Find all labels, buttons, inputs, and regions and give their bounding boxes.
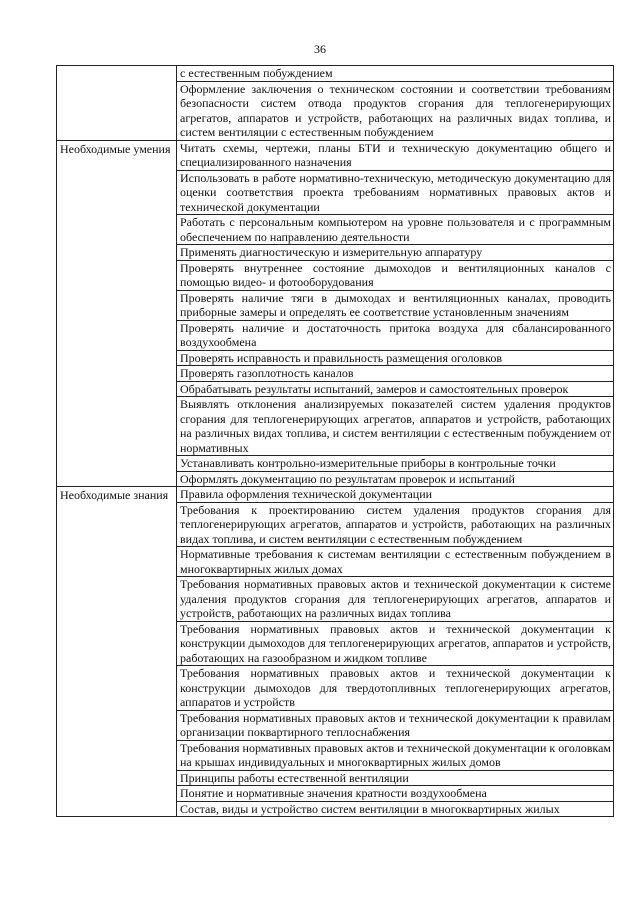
table-row (57, 487, 614, 503)
requirement-item: Состав, виды и устройство систем вентиляции в многоквартирных жилых (177, 801, 614, 817)
requirement-item: Требования к проектированию систем удаления продуктов сгорания для теплогенерирующих агрегатов, аппаратов и устройств, работающих на различных видах топлива, и систем вентиляции с естественным побуждением (177, 502, 614, 547)
requirement-item: Читать схемы, чертежи, планы БТИ и техническую документацию общего и специализированного назначения (177, 140, 614, 170)
requirement-item: Проверять внутреннее состояние дымоходов и вентиляционных каналов с помощью видео- и фотооборудования (177, 260, 614, 290)
section-label-cell (57, 66, 177, 141)
requirement-item: Требования нормативных правовых актов и технической документации к конструкции дымоходов для твердотопливных теплогенерирующих агрегатов, аппаратов и устройств (177, 666, 614, 711)
requirement-item: Использовать в работе нормативно-техническую, методическую документацию для оценки соответствия проекта требованиям нормативных правовых актов и технической документации (177, 170, 614, 215)
requirement-item: Обрабатывать результаты испытаний, замеров и самостоятельных проверок (177, 381, 614, 397)
section-label-cell (57, 140, 177, 487)
requirement-item: Применять диагностическую и измерительную аппаратуру (177, 245, 614, 261)
requirement-item: Нормативные требования к системам вентиляции с естественным побуждением в многоквартирных жилых домах (177, 547, 614, 577)
requirement-item: Принципы работы естественной вентиляции (177, 770, 614, 786)
requirement-item: Требования нормативных правовых актов и технической документации к правилам организации поквартирного теплоснабжения (177, 710, 614, 740)
requirement-item: с естественным побуждением (177, 66, 614, 82)
requirement-item: Проверять наличие и достаточность притока воздуха для сбалансированного воздухообмена (177, 320, 614, 350)
table-row (57, 66, 614, 82)
section-label-cell (57, 487, 177, 817)
competency-table (56, 65, 614, 817)
requirement-item: Оформление заключения о техническом состоянии и соответствии требованиям безопасности систем отвода продуктов сгорания для теплогенерирующих агрегатов, аппаратов и устройств, работающих на различных видах топлива, и систем вентиляции с естественным побуждением (177, 81, 614, 140)
requirement-item: Оформлять документацию по результатам проверок и испытаний (177, 471, 614, 487)
requirement-item: Работать с персональным компьютером на уровне пользователя и с программным обеспечением по направлению деятельности (177, 215, 614, 245)
section-label: Необходимые умения (60, 141, 171, 156)
requirement-item: Требования нормативных правовых актов и технической документации к системе удаления продуктов сгорания для теплогенерирующих агрегатов, аппаратов и устройств, работающих на различных видах топлива (177, 577, 614, 622)
requirement-item: Проверять наличие тяги в дымоходах и вентиляционных каналах, проводить приборные замеры и определять ее соответствие установленным значениям (177, 290, 614, 320)
table-row (57, 140, 614, 170)
requirement-item: Проверять исправность и правильность размещения оголовков (177, 350, 614, 366)
competency-table-body (57, 66, 614, 817)
requirement-item: Устанавливать контрольно-измерительные приборы в контрольные точки (177, 456, 614, 472)
requirement-item: Проверять газоплотность каналов (177, 366, 614, 382)
section-label: Необходимые знания (60, 488, 169, 502)
requirement-item: Правила оформления технической документации (177, 487, 614, 503)
requirement-item: Понятие и нормативные значения кратности воздухообмена (177, 786, 614, 802)
requirement-item: Выявлять отклонения анализируемых показателей систем удаления продуктов сгорания для теплогенерирующих агрегатов, аппаратов и устройств, работающих на различных видах топлива, и систем вентиляции с естественным побуждением от нормативных (177, 397, 614, 456)
section-label (60, 66, 174, 67)
requirement-item: Требования нормативных правовых актов и технической документации к оголовкам на крышах индивидуальных и многоквартирных жилых домов (177, 740, 614, 770)
requirement-item: Требования нормативных правовых актов и технической документации к конструкции дымоходов для теплогенерирующих агрегатов, аппаратов и устройств, работающих на газообразном и жидком топливе (177, 621, 614, 666)
page-number: 36 (314, 42, 326, 56)
